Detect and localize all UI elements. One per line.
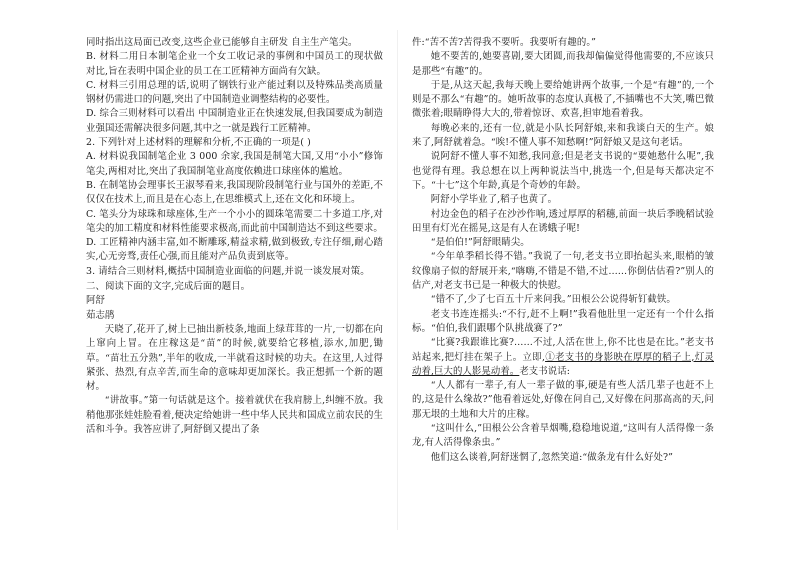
column-divider	[397, 30, 398, 530]
q2-option-c: C. 笔头分为球珠和球座体,生产一个小小的圆珠笔需要二十多道工序,对笔尖的加工精度和材料性能要求极高,而此前中国制造达不到这些要求。	[86, 208, 383, 234]
story-paragraph: 村边金色的稻子在沙沙作响,透过厚厚的稻穗,前面一块后季晚稻试验田里有灯光在摇晃,这是有人在诱蛾子呢!	[412, 208, 714, 234]
question-2: 2. 下列针对上述材料的理解和分析,不正确的一项是( )	[86, 137, 311, 149]
right-column	[412, 36, 714, 465]
story-paragraph: 他们这么谈着,阿舒迷惘了,忽然笑道:“做条龙有什么好处?”	[430, 451, 674, 463]
story-paragraph: 阿舒小学毕业了,稻子也黄了。	[430, 194, 558, 206]
option-b: B. 材料二用日本制笔企业一个女工收记录的事例和中国员工的现状做对比,旨在表明中国企业的员工在工匠精神方面尚有欠缺。	[86, 51, 383, 77]
q2-option-b: B. 在制笔协会理事长王淑琴看来,我国现阶段制笔行业与国外的差距,不仅仅在技术上,而且是在心态上,在思维模式上,还在文化和环境上。	[86, 179, 383, 206]
story-paragraph: 件:“苦不苦?苦得我不要听。我要听有趣的。”	[412, 37, 597, 48]
story-paragraph: “是伯伯!”阿舒眼睛尖。	[430, 237, 530, 249]
story-paragraph: “今年单季稻长得不错。”我说了一句,老支书立即抬起头来,眼梢的皱纹像扇子似的舒展开来,“嗨嗨,不错是不错,不过……你倒估估看?”别人的估产,对老支书已是一种极大的快慰。	[412, 251, 714, 292]
story-paragraph: 天晓了,花开了,树上已抽出新枝条,地面上绿茸茸的一片,一切都在向上窜向上冒。在庄稼这是“苗”的时候,就要给它移植,添水,加肥,锄草。“苗壮五分熟”,半年的收成,一半就看这时候的功夫。在这里,人过得紧张、热烈,有点辛苦,而生命的意味却更加深长。我正想抓一个新的题材。	[86, 323, 383, 393]
q2-option-a: A. 材料说我国制笔企业 3 000 余家,我国是制笔大国,又用“小小”修饰笔尖,两相对比,突出了我国制笔业高度依赖进口球座体的尴尬。	[86, 151, 383, 177]
story-paragraph: “人人都有一辈子,有人一辈子做的事,硬是有些人活几辈子也赶不上的,这是什么缘故?”他看着远处,好像在问自己,又好像在问那高高的天,问那无垠的土地和大片的庄稼。	[412, 380, 714, 420]
story-paragraph: 于是,从这天起,我每天晚上要给她讲两个故事,一个是“有趣”的,一个则是不那么“有趣”的。她听故事的态度认真极了,不插嘴也不大笑,嘴巴微微张着;眼睛睁得大大的,带着惊讶、欢喜,担审地看着我。	[412, 79, 714, 120]
paragraph: 同时指出这局面已改变,这些企业已能够自主研发 自主生产笔尖。	[86, 37, 358, 48]
story-title: 阿舒	[86, 295, 105, 307]
section-heading: 二、阅读下面的文字,完成后面的题目。	[86, 281, 251, 293]
story-paragraph: 她不要苦的,她要喜剧,要大团圆,而我却偏偏觉得他需要的,不应该只是那些“有趣”的。	[412, 51, 714, 77]
story-paragraph: “讲故事。”第一句话就是这个。接着就伏在我肩膀上,纠缠不放。我稍他那张娃娃脸看着,便决定给她讲一些中华人民共和国成立前农民的生活和斗争。我答应讲了,阿舒倒又提出了条	[86, 395, 383, 436]
left-column	[86, 36, 383, 437]
option-c: C. 材料三引用总理的话,说明了钢铁行业产能过剩以及特殊品类高质量钢材仍需进口的问题,突出了中国制造业调整结构的必要性。	[86, 79, 383, 106]
story-paragraph: 说阿舒不懂人事不知愁,我同意;但是老支书说的“要她愁什么呢”,我也觉得有理。我总想在以上两种说法当中,挑选一个,但是每天都决定不下。“十七”这个年龄,真是个奇妙的年龄。	[412, 151, 714, 191]
story-author: 茹志鹃	[86, 309, 115, 321]
story-paragraph	[412, 336, 714, 379]
question-3: 3. 请结合三则材料,概括中国制造业面临的问题,并说一谈发展对策。	[86, 265, 370, 277]
option-d: D. 综合三则材料可以看出 中国制造业正在快速发展,但我国要成为制造业强国还需解决很多问题,其中之一就是践行工匠精神。	[86, 108, 383, 134]
story-text: “比赛?我跟谁比赛?……不过,人活在世上,你不比也是在比。”老支书站起来,把灯挂在架子上。立即,	[412, 337, 714, 363]
story-paragraph: “错不了,少了七百五十斤来问我。”田根公公说得斩钉截铁。	[430, 294, 676, 306]
q2-option-d: D. 工匠精神内涵丰富,如不断雕琢,精益求精,做到极致,专注仔细,耐心踏实,心无旁骛,责任心强,而且能对产品负责到底等。	[86, 237, 383, 263]
story-paragraph: “这叫什么,”田根公公含着旱烟嘴,稳稳地说道,“这叫有人活得像一条龙,有人活得像条虫。”	[412, 423, 714, 449]
story-paragraph: 老支书连连摇头:“不行,赶不上啊!”我看他肚里一定还有一个什么指标。“伯伯,我们跟哪个队挑战赛了?”	[412, 308, 714, 334]
story-text: 老支书说话:	[519, 365, 570, 377]
story-paragraph: 每晚必来的,还有一位,就是小队长阿舒娘,来和我谈白天的生产。娘来了,阿舒就着急。“唉!不懂人事不知愁啊!”阿舒娘又是这句老话。	[412, 122, 714, 149]
underlined-sentence: ①老支书的身影映在厚厚的稻子上,灯灵动着,巨大的人影晃动着。	[412, 351, 714, 377]
